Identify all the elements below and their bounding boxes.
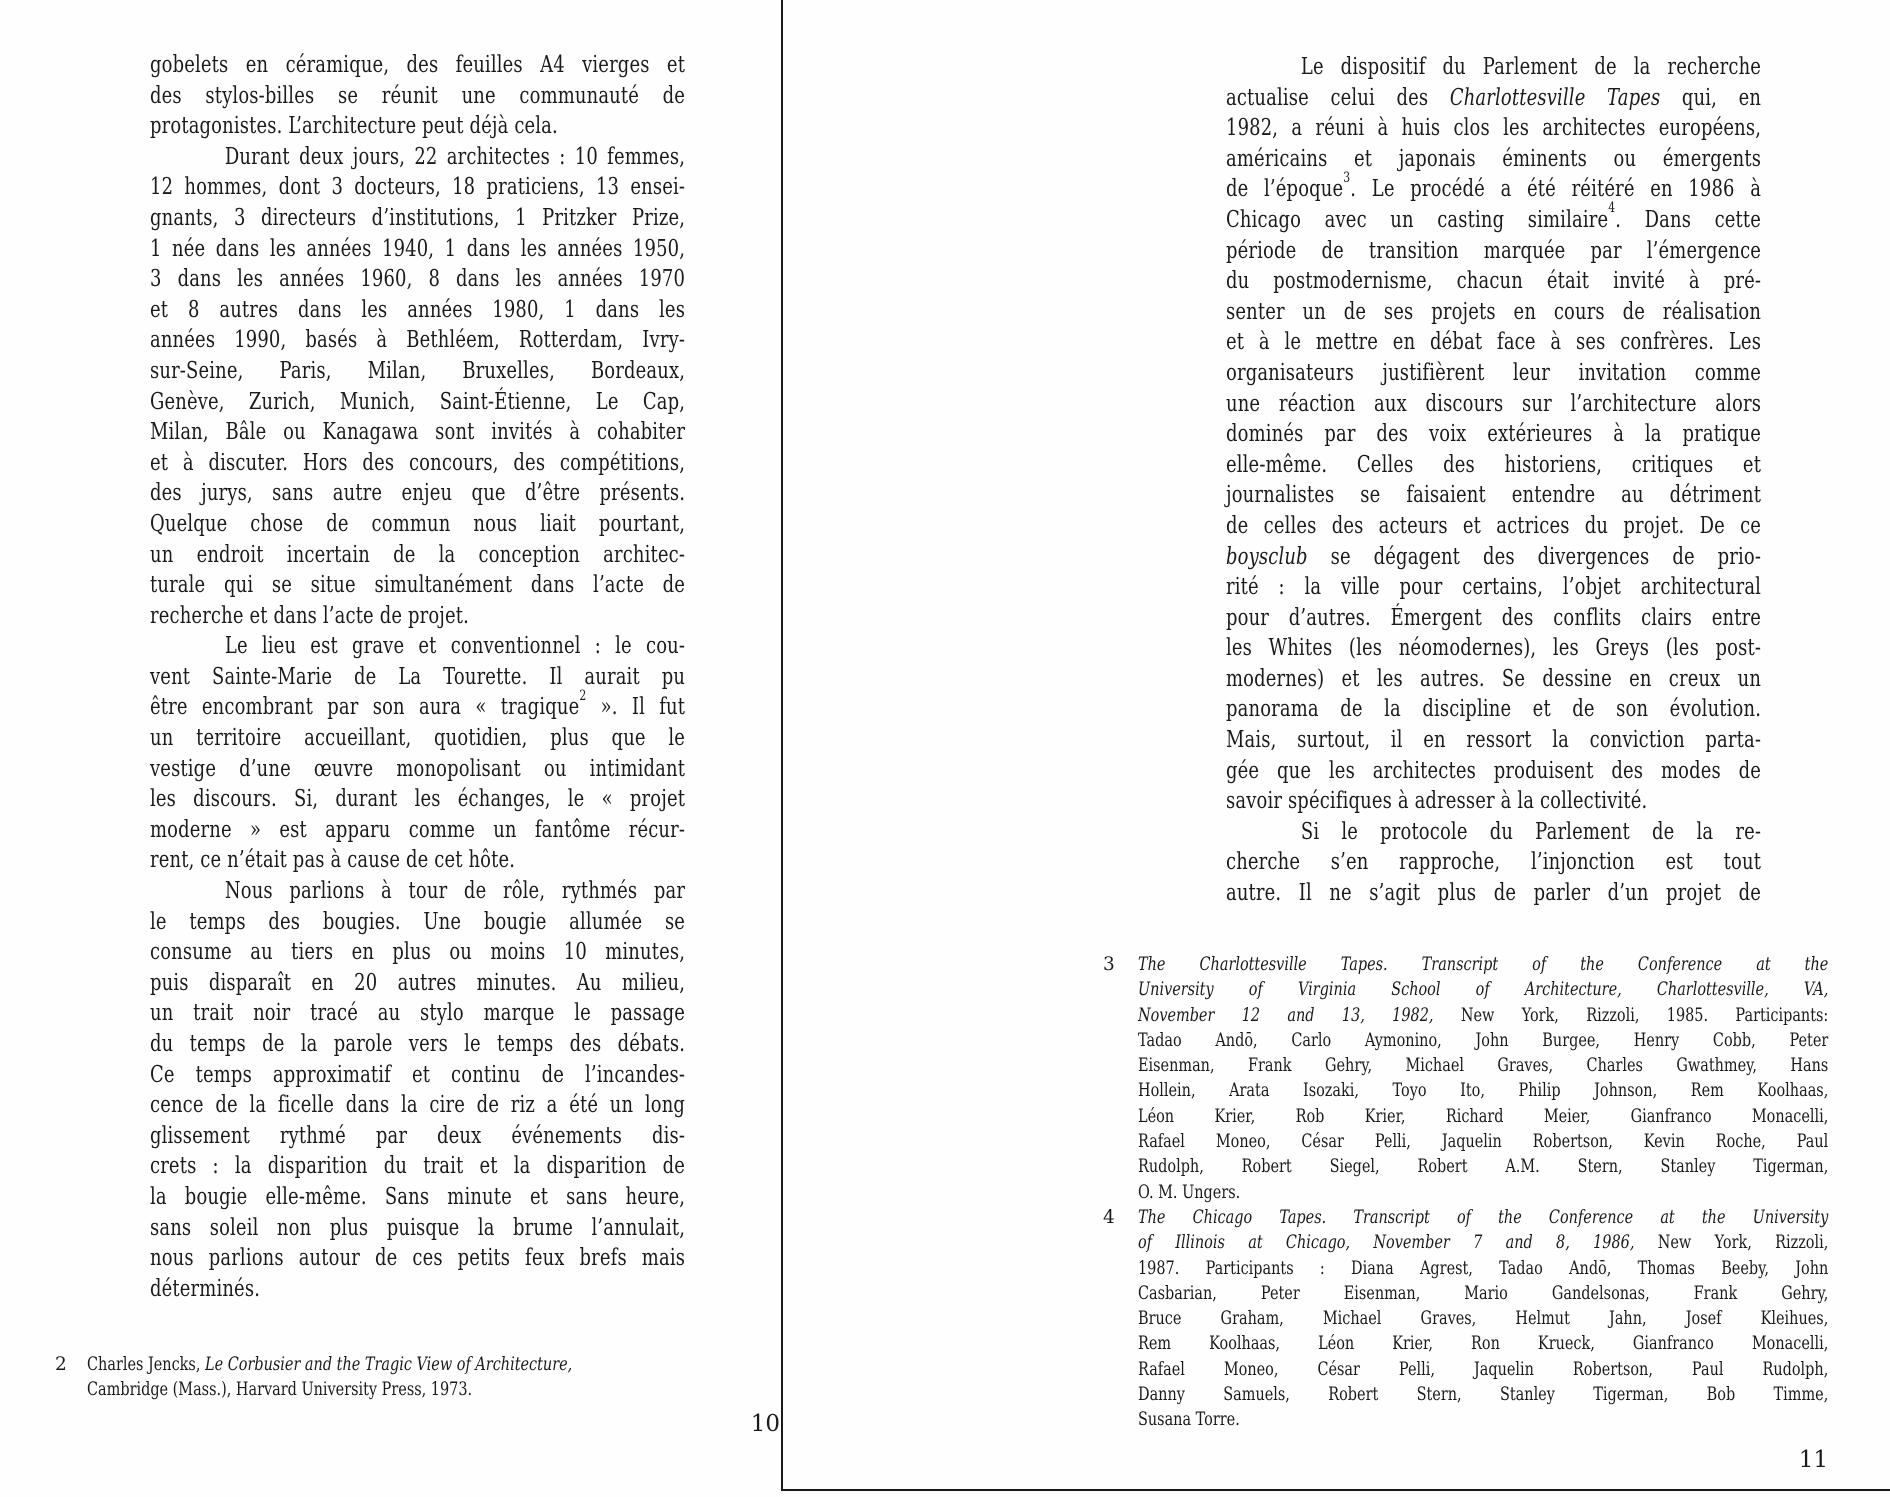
- text-line: 1 née dans les années 1940, 1 dans les années 1950,: [150, 235, 686, 262]
- text-line: modernes) et les autres. Se dessine en creux un: [1226, 665, 1762, 692]
- footnote-line: Charles Jencks, Le Corbusier and the Tragic View of Architecture,: [87, 1354, 573, 1375]
- footnote-line: [1138, 977, 1828, 1002]
- text-line: rent, ce n’était pas à cause de cet hôte.: [150, 847, 516, 874]
- text-line: la bougie elle-même. Sans minute et sans heure,: [150, 1183, 686, 1210]
- text-line: un territoire accueillant, quotidien, plus que le: [150, 725, 686, 752]
- text-line: les Whites (les néomodernes), les Greys (les post-: [1226, 635, 1762, 662]
- footnote: [1103, 1205, 1890, 1433]
- text-line: gobelets en céramique, des feuilles A4 vierges et: [150, 52, 686, 78]
- footnote-line: Léon Krier, Rob Krier, Richard Meier, Gianfranco Monacelli,: [1138, 1105, 1829, 1127]
- text-line: américains et japonais éminents ou émergents: [1226, 145, 1762, 172]
- footnote-text: [1138, 1205, 1828, 1433]
- text-line: vestige d’une œuvre monopolisant ou intimidant: [150, 755, 686, 782]
- text-line: nous parlions autour de ces petits feux brefs mais: [150, 1245, 686, 1272]
- footnote-reference: 2: [579, 687, 587, 704]
- text-line: période de transition marquée par l’émergence: [1226, 237, 1762, 264]
- italic-text: Le Corbusier and the Tragic View of Architecture,: [205, 1354, 573, 1375]
- text-line: gée que les architectes produisent des modes de: [1226, 757, 1762, 784]
- text-line: du temps de la parole vers le temps des débats.: [150, 1031, 686, 1057]
- text-line: recherche et dans l’acte de projet.: [150, 602, 470, 629]
- text-line: les discours. Si, durant les échanges, le « projet: [150, 786, 686, 813]
- italic-text: boysclub: [1226, 543, 1308, 570]
- footnote-line: 1987. Participants : Diana Agrest, Tadao Andō, Thomas Beeby, John: [1138, 1257, 1829, 1279]
- text-line: une réaction aux discours sur l’architecture alors: [1226, 390, 1762, 417]
- footnote-line: of Illinois at Chicago, November 7 and 8, 1986, New York, Rizzoli,: [1138, 1232, 1829, 1254]
- text-line: déterminés.: [150, 1275, 261, 1302]
- text-line: Le dispositif du Parlement de la recherche: [1300, 54, 1762, 80]
- text-line: savoir spécifiques à adresser à la collectivité.: [1226, 788, 1648, 815]
- footnote-text: [1138, 952, 1828, 1205]
- text-line: Chicago avec un casting similaire$^4$. Dans cette: [1226, 200, 1762, 233]
- text-line: un endroit incertain de la conception architec-: [150, 541, 686, 568]
- footnote-line: Bruce Graham, Michael Graves, Helmut Jahn, Josef Kleihues,: [1138, 1308, 1829, 1330]
- page-number: 11: [1798, 1447, 1828, 1473]
- text-line: autre. Il ne s’agit plus de parler d’un projet de: [1226, 880, 1762, 907]
- footnote-line: Tadao Andō, Carlo Aymonino, John Burgee, Henry Cobb, Peter: [1138, 1029, 1829, 1051]
- footnote: [55, 1352, 907, 1403]
- footnote-line: Rem Koolhaas, Léon Krier, Ron Krueck, Gianfranco Monacelli,: [1138, 1333, 1829, 1355]
- footnote-line: Eisenman, Frank Gehry, Michael Graves, Charles Gwathmey, Hans: [1138, 1055, 1829, 1077]
- footnote-line: Rafael Moneo, César Pelli, Jaquelin Robertson, Paul Rudolph,: [1138, 1358, 1829, 1380]
- text-line: et 8 autres dans les années 1980, 1 dans les: [150, 296, 686, 323]
- italic-text: Charlottesville Tapes: [1449, 84, 1661, 111]
- text-line: protagonistes. L’architecture peut déjà cela.: [150, 113, 558, 140]
- footnote-line: Danny Samuels, Robert Stern, Stanley Tigerman, Bob Timme,: [1138, 1384, 1829, 1406]
- footnote-line: Hollein, Arata Isozaki, Toyo Ito, Philip Johnson, Rem Koolhaas,: [1138, 1080, 1829, 1102]
- text-line: Durant deux jours, 22 architectes : 10 femmes,: [224, 143, 686, 170]
- page-edge-line: [781, 1489, 1890, 1491]
- text-line: elle-même. Celles des historiens, critiques et: [1226, 451, 1762, 478]
- left-page-text: [150, 50, 685, 1304]
- text-line: glissement rythmé par deux événements dis-: [150, 1122, 686, 1149]
- text-line: 1982, a réuni à huis clos les architectes européens,: [1226, 115, 1762, 142]
- text-line: Milan, Bâle ou Kanagawa sont invités à cohabiter: [150, 419, 686, 446]
- text-line: dominés par des voix extérieures à la pratique: [1226, 421, 1762, 448]
- text-line: sur-Seine, Paris, Milan, Bruxelles, Bordeaux,: [150, 357, 686, 384]
- text-line: panorama de la discipline et de son évolution.: [1226, 696, 1762, 723]
- italic-text: The Chicago Tapes. Transcript of the Conference at the University: [1138, 1206, 1829, 1228]
- text-line: moderne » est apparu comme un fantôme récur-: [150, 816, 686, 843]
- italic-text: of Illinois at Chicago, November 7 and 8, 1986,: [1138, 1232, 1635, 1254]
- text-line: gnants, 3 directeurs d’institutions, 1 Pritzker Prize,: [150, 204, 686, 231]
- text-line: crets : la disparition du trait et la disparition de: [150, 1153, 686, 1180]
- text-line: cence de la ficelle dans la cire de riz a été un long: [150, 1092, 686, 1119]
- text-line: 3 dans les années 1960, 8 dans les années 1970: [150, 266, 686, 293]
- text-line: senter un de ses projets en cours de réalisation: [1226, 298, 1762, 325]
- footnote-reference: 3: [1343, 169, 1351, 186]
- text-line: et à le mettre en débat face à ses confrères. Les: [1226, 329, 1762, 356]
- text-line: consume au tiers en plus ou moins 10 minutes,: [150, 939, 686, 966]
- text-line: le temps des bougies. Une bougie allumée se: [150, 908, 686, 935]
- text-line: Mais, surtout, il en ressort la conviction parta-: [1226, 727, 1762, 754]
- text-line: Quelque chose de commun nous liait pourtant,: [150, 510, 686, 537]
- text-line: Si le protocole du Parlement de la re-: [1300, 818, 1762, 845]
- text-line: des jurys, sans autre enjeu que d’être présents.: [150, 480, 686, 507]
- right-page-footnotes: [1103, 952, 1890, 1433]
- text-line: actualise celui des Charlottesville Tapes qui, en: [1226, 84, 1762, 111]
- footnote-number: 3: [1103, 954, 1115, 975]
- text-line: Nous parlions à tour de rôle, rythmés par: [224, 878, 686, 905]
- text-line: Genève, Zurich, Munich, Saint-Étienne, Le Cap,: [150, 388, 686, 415]
- text-line: être encombrant par son aura « tragique$^2$ ». Il fut: [150, 687, 686, 721]
- footnote-number: 4: [1103, 1206, 1115, 1228]
- italic-text: November 12 and 13, 1982,: [1138, 1004, 1434, 1026]
- text-line: pour d’autres. Émergent des conflits clairs entre: [1226, 604, 1762, 631]
- footnote-line: Rafael Moneo, César Pelli, Jaquelin Robertson, Kevin Roche, Paul: [1138, 1131, 1829, 1153]
- footnote-line: Rudolph, Robert Siegel, Robert A.M. Stern, Stanley Tigerman,: [1138, 1156, 1829, 1178]
- footnote-line: Cambridge (Mass.), Harvard University Press, 1973.: [87, 1379, 473, 1401]
- footnote-number: 2: [55, 1354, 67, 1375]
- text-line: et à discuter. Hors des concours, des compétitions,: [150, 449, 686, 476]
- left-page-footnotes: [55, 1352, 907, 1403]
- page-divider-line: [781, 0, 783, 1490]
- page-number: 10: [750, 1411, 780, 1437]
- text-line: journalistes se faisaient entendre au détriment: [1226, 482, 1762, 509]
- footnote-line: O. M. Ungers.: [1138, 1181, 1241, 1203]
- footnote: [1103, 952, 1890, 1205]
- text-line: cherche s’en rapproche, l’injonction est tout: [1226, 849, 1762, 876]
- text-line: sans soleil non plus puisque la brume l’annulait,: [150, 1214, 686, 1241]
- footnote-line: Susana Torre.: [1138, 1409, 1240, 1431]
- text-line: organisateurs justifièrent leur invitation comme: [1226, 359, 1762, 386]
- text-line: boysclub se dégagent des divergences de prio-: [1226, 543, 1762, 570]
- text-line: des stylos-billes se réunit une communauté de: [150, 82, 686, 109]
- text-line: de celles des acteurs et actrices du projet. De ce: [1226, 512, 1762, 539]
- text-line: puis disparaît en 20 autres minutes. Au milieu,: [150, 969, 686, 996]
- text-line: turale qui se situe simultanément dans l’acte de: [150, 572, 686, 599]
- text-line: 12 hommes, dont 3 docteurs, 18 praticiens, 13 ensei-: [150, 174, 686, 201]
- footnote-text: [87, 1352, 727, 1403]
- text-line: vent Sainte-Marie de La Tourette. Il aurait pu: [150, 663, 686, 690]
- text-line: rité : la ville pour certains, l’objet architectural: [1226, 574, 1762, 601]
- text-line: Ce temps approximatif et continu de l’incandes-: [150, 1061, 686, 1088]
- footnote-line: [1138, 952, 1828, 977]
- footnote-line: November 12 and 13, 1982, New York, Rizzoli, 1985. Participants:: [1138, 1004, 1829, 1026]
- text-line: du postmodernisme, chacun était invité à pré-: [1226, 268, 1762, 295]
- text-line: Le lieu est grave et conventionnel : le cou-: [224, 633, 686, 660]
- right-page-text: [1226, 52, 1761, 909]
- text-line: années 1990, basés à Bethléem, Rotterdam, Ivry-: [150, 327, 686, 354]
- footnote-reference: 4: [1608, 200, 1616, 217]
- footnote-line: Casbarian, Peter Eisenman, Mario Gandelsonas, Frank Gehry,: [1138, 1282, 1829, 1304]
- footnote-line: [1138, 1205, 1828, 1230]
- italic-text: The Charlottesville Tapes. Transcript of the Conference at the: [1138, 954, 1829, 975]
- text-line: un trait noir tracé au stylo marque le passage: [150, 1000, 686, 1027]
- text-line: de l’époque$^3$. Le procédé a été réitéré en 1986 à: [1226, 169, 1762, 203]
- italic-text: University of Virginia School of Architecture, Charlottesville, VA,: [1138, 979, 1829, 1001]
